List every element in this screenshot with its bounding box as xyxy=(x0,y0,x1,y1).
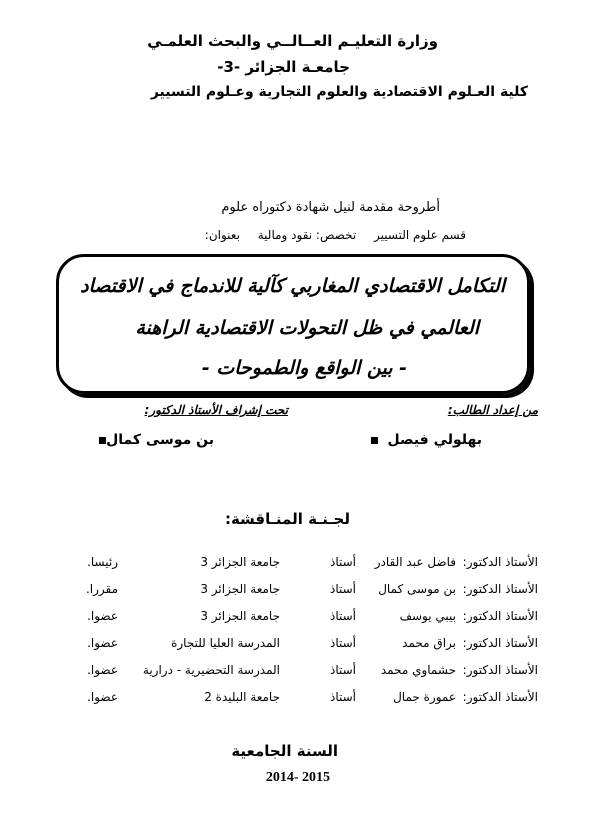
member-institution: المدرسة العليا للتجارة xyxy=(171,636,280,650)
committee-member-row xyxy=(0,663,590,683)
member-rank: أستاذ xyxy=(329,636,356,650)
member-role: عضوا. xyxy=(87,663,118,677)
university-name: جامعـة الجزائر -3- xyxy=(217,58,350,76)
member-name: حشماوي محمد xyxy=(380,663,456,677)
thesis-title-line-3: - بين الواقع والطموحات - xyxy=(201,357,407,379)
square-bullet-icon xyxy=(371,437,378,444)
student-name: بهلولي فيصل xyxy=(387,432,482,448)
member-name: فاضل عبد القادر xyxy=(374,555,456,569)
student-name-line xyxy=(371,432,482,448)
ministry-name: وزارة التعليـم العــالــي والبحث العلمـي xyxy=(147,32,438,50)
committee-member-row xyxy=(0,636,590,656)
member-title: الأستاذ الدكتور: xyxy=(462,636,538,650)
member-rank: أستاذ xyxy=(329,555,356,569)
committee-member-row xyxy=(0,555,590,575)
specialty-name: تخصص: نقود ومالية xyxy=(257,228,357,242)
member-institution: جامعة البليدة 2 xyxy=(204,690,280,704)
committee-member-row xyxy=(0,690,590,710)
prepared-by-label: من إعداد الطالب: xyxy=(447,403,538,417)
thesis-title-box xyxy=(56,254,530,394)
member-name: بيبي يوسف xyxy=(399,609,456,623)
member-rank: أستاذ xyxy=(329,582,356,596)
member-institution: جامعة الجزائر 3 xyxy=(200,555,280,569)
member-role: عضوا. xyxy=(87,609,118,623)
thesis-title-line-1: التكامل الاقتصادي المغاربي كآلية للاندماج في الاقتصاد xyxy=(80,275,505,297)
faculty-name: كلية العـلوم الاقتصادية والعلوم التجارية وعـلوم التسيير xyxy=(150,84,528,100)
member-title: الأستاذ الدكتور: xyxy=(462,663,538,677)
member-role: رئيسا. xyxy=(87,555,118,569)
thesis-degree-statement: أطروحة مقدمة لنيل شهادة دكتوراه علوم xyxy=(221,200,440,215)
committee-member-row xyxy=(0,582,590,602)
titled-label: بعنوان: xyxy=(204,228,240,242)
member-title: الأستاذ الدكتور: xyxy=(462,582,538,596)
member-role: عضوا. xyxy=(87,636,118,650)
department-line xyxy=(191,228,466,242)
member-name: بن موسى كمال xyxy=(378,582,456,596)
member-title: الأستاذ الدكتور: xyxy=(462,609,538,623)
supervisor-name-line xyxy=(89,432,214,448)
member-role: مقررا. xyxy=(85,582,118,596)
member-institution: جامعة الجزائر 3 xyxy=(200,582,280,596)
member-rank: أستاذ xyxy=(329,609,356,623)
thesis-title-line-2: العالمي في ظل التحولات الاقتصادية الراهنة xyxy=(135,317,479,339)
committee-heading: لجـنـة المنـاقشة: xyxy=(224,510,350,528)
member-rank: أستاذ xyxy=(329,690,356,704)
committee-member-row xyxy=(0,609,590,629)
academic-year-value: 2014- 2015 xyxy=(265,770,330,785)
member-role: عضوا. xyxy=(87,690,118,704)
supervised-by-label: تحت إشراف الأستاذ الدكتور: xyxy=(144,403,288,417)
member-name: عمورة جمال xyxy=(393,690,456,704)
department-name: قسم علوم التسيير xyxy=(374,228,466,242)
member-name: براق محمد xyxy=(402,636,456,650)
member-institution: جامعة الجزائر 3 xyxy=(200,609,280,623)
supervisor-name: بن موسى كمال xyxy=(106,432,214,448)
member-rank: أستاذ xyxy=(329,663,356,677)
member-title: الأستاذ الدكتور: xyxy=(462,690,538,704)
academic-year-label: السنة الجامعية xyxy=(231,742,338,760)
member-institution: المدرسة التحضيرية - درارية xyxy=(142,663,280,677)
member-title: الأستاذ الدكتور: xyxy=(462,555,538,569)
